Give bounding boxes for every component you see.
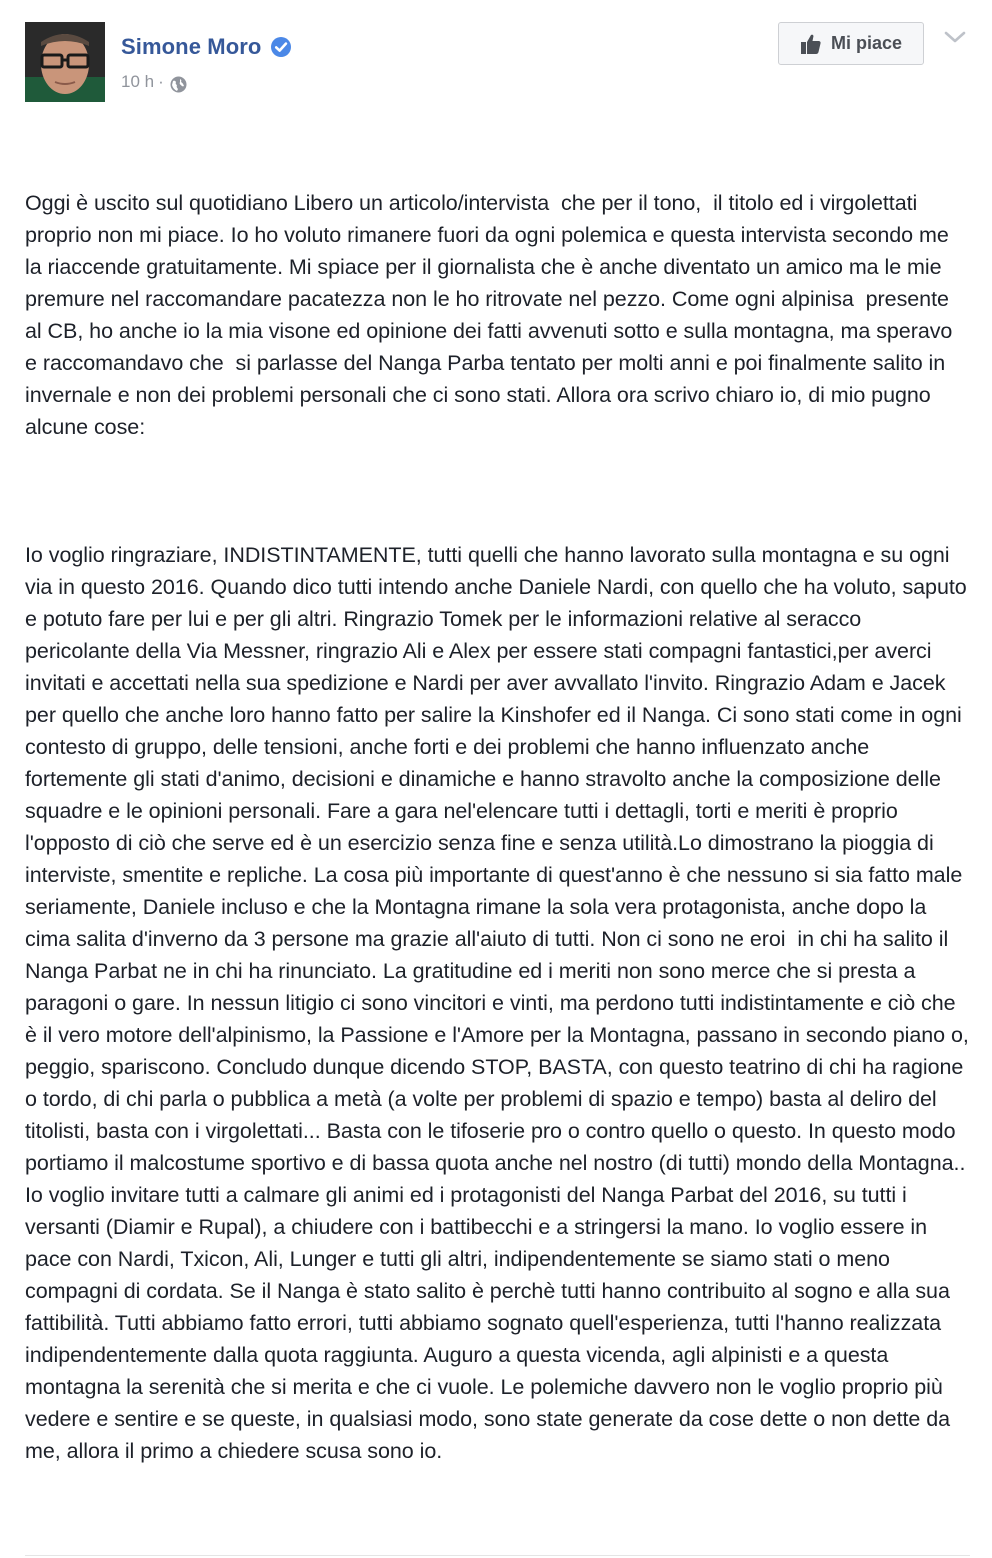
avatar[interactable] xyxy=(25,22,105,102)
meta-separator: · xyxy=(158,72,164,91)
post-body xyxy=(25,123,975,1558)
verified-badge-icon xyxy=(270,36,292,58)
globe-icon[interactable] xyxy=(169,75,188,94)
like-page-button[interactable] xyxy=(778,22,924,65)
chevron-down-icon[interactable] xyxy=(943,27,967,47)
post-timestamp[interactable]: 10 h xyxy=(121,72,155,91)
thumbs-up-icon xyxy=(800,33,822,55)
author-line xyxy=(121,30,292,64)
post-paragraph: Oggi è uscito sul quotidiano Libero un articolo/intervista che per il tono, il titolo ed i virgolettati proprio non mi piace. Io ho voluto rimanere fuori da ogni polemica e questa intervista secondo me la riaccende gratuitamente. Mi spiace per il giornalista che è anche diventato un amico ma le mie premure nel raccomandare pacatezza non le ho ritrovate nel pezzo. Come ogni alpinisa presente al CB, ho anche io la mia visone ed opinione dei fatti avvenuti sotto e sulla montagna, ma speravo e raccomandavo che si parlasse del Nanga Parba tentato per molti anni e poi finalmente salito in invernale e non dei problemi personali che ci sono stati. Allora ora scrivo chiaro io, di mio pugno alcune cose: xyxy=(25,191,959,439)
profile-photo xyxy=(25,22,105,102)
post-divider xyxy=(25,1555,970,1556)
post-meta xyxy=(121,70,188,94)
like-button-label: Mi piace xyxy=(830,33,903,53)
post-paragraph: Io voglio ringraziare, INDISTINTAMENTE, tutti quelli che hanno lavorato sulla montagna e su ogni via in questo 2016. Quando dico tutti intendo anche Daniele Nardi, con quello che ha voluto, saputo e potuto fare per lui e per gli altri. Ringrazio Tomek per le informazioni relative al seracco pericolante della Via Messner, ringrazio Ali e Alex per essere stati compagni fantastici,per averci invitati e accettati nella sua spedizione e Nardi per aver avvallato l'invito. Ringrazio Adam e Jacek per quello che anche loro hanno fatto per salire la Kinshofer ed il Nanga. Ci sono stati come in ogni contesto di gruppo, delle tensioni, anche forti e dei problemi che hanno influenzato anche fortemente gli stati d'animo, decisioni e dinamiche e hanno stravolto anche la composizione delle squadre e le opinioni personali. Fare a gara nel'elencare tutti i dettagli, torti e meriti è proprio l'opposto di ciò che serve ed è un esercizio senza fine e senza utilità.Lo dimostrano la pioggia di interviste, smentite e repliche. La cosa più importante di quest'anno è che nessuno si sia fatto male seriamente, Daniele incluso e che la Montagna rimane la sola vera protagonista, anche dopo la cima salita d'inverno da 3 persone ma grazie all'aiuto di tutti. Non ci sono ne eroi in chi ha salito il Nanga Parbat ne in chi ha rinunciato. La gratitudine ed i meriti non sono merce che si presta a paragoni o gare. In nessun litigio ci sono vincitori e vinti, ma perdono tutti indistintamente e ciò che è il vero motore dell'alpinismo, la Passione e l'Amore per la Montagna, passano in secondo piano o, peggio, spariscono. Concludo dunque dicendo STOP, BASTA, con questo teatrino di chi ha ragione o tordo, di chi parla o pubblica a metà (a volte per problemi di spazio e tempo) basta al deliro del titolisti, basta con i virgolettati... Basta con le tifoserie pro o contro quello o questo. In questo modo portiamo il malcostume sportivo e di bassa quota anche nel nostro (di tutti) mondo della Montagna.. Io voglio invitare tutti a calmare gli animi ed i protagonisti del Nanga Parbat del 2016, su tutti i versanti (Diamir e Rupal), a chiudere con i battibecchi e a stringersi la mano. Io voglio essere in pace con Nardi, Txicon, Ali, Lunger e tutti gli altri, indipendentemente se siamo stati o meno compagni di cordata. Se il Nanga è stato salito è perchè tutti hanno contribuito al sogno e alla sua fattibilità. Tutti abbiamo fatto errori, tutti abbiamo sognato quell'esperienza, tutti l'hanno realizzata indipendentemente dalla quota raggiunta. Auguro a questa vicenda, agli alpinisti e a questa montagna la serenità che si merita e che ci vuole. Le polemiche davvero non le voglio proprio più vedere e sentire e se queste, in qualsiasi modo, sono state generate da cose dette o non dette da me, allora il primo a chiedere scusa sono io. xyxy=(25,543,975,1463)
author-name[interactable]: Simone Moro xyxy=(121,34,262,59)
